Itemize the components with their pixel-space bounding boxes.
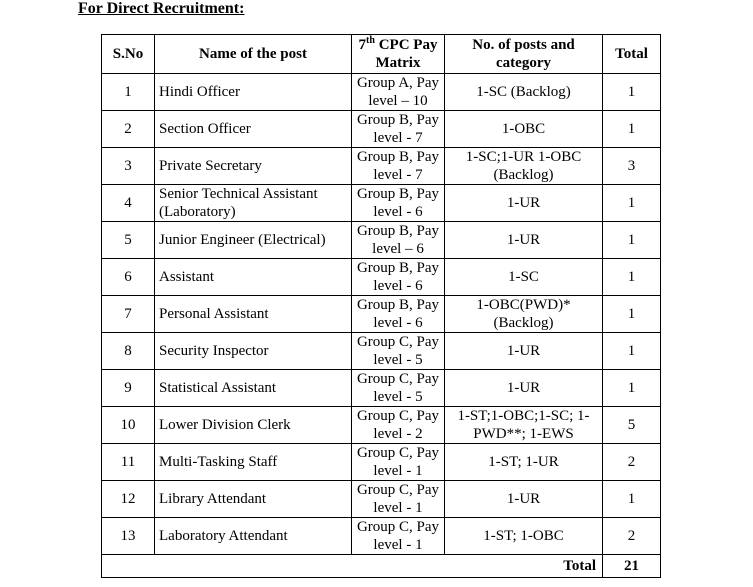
cell-posts-category: 1-OBC(PWD)* (Backlog) [445, 296, 603, 333]
cell-total: 1 [603, 296, 661, 333]
cell-total: 2 [603, 444, 661, 481]
cell-total: 1 [603, 222, 661, 259]
cell-posts-category: 1-UR [445, 222, 603, 259]
cell-sno: 12 [102, 481, 155, 518]
cell-pay-level: Group C, Pay level - 5 [352, 333, 445, 370]
header-total: Total [603, 35, 661, 74]
cell-pay-level: Group B, Pay level - 6 [352, 296, 445, 333]
cell-pay-level: Group B, Pay level - 7 [352, 111, 445, 148]
table-row [102, 148, 661, 185]
cell-posts-category: 1-ST; 1-OBC [445, 518, 603, 555]
cell-pay-level: Group C, Pay level - 1 [352, 518, 445, 555]
total-label: Total [102, 555, 603, 578]
table-row [102, 333, 661, 370]
cell-pay-level: Group C, Pay level - 1 [352, 481, 445, 518]
cell-posts-category: 1-UR [445, 185, 603, 222]
cell-posts-category: 1-SC (Backlog) [445, 74, 603, 111]
cell-sno: 13 [102, 518, 155, 555]
cell-sno: 3 [102, 148, 155, 185]
cell-sno: 6 [102, 259, 155, 296]
table-header-row [102, 35, 661, 74]
cell-posts-category: 1-ST;1-OBC;1-SC; 1-PWD**; 1-EWS [445, 407, 603, 444]
cell-post-name: Senior Technical Assistant (Laboratory) [155, 185, 352, 222]
cell-total: 1 [603, 185, 661, 222]
cell-posts-category: 1-SC;1-UR 1-OBC (Backlog) [445, 148, 603, 185]
table-row [102, 481, 661, 518]
header-posts-category: No. of posts and category [445, 35, 603, 74]
cell-post-name: Lower Division Clerk [155, 407, 352, 444]
header-pay-rest: CPC Pay Matrix [374, 37, 438, 71]
cell-sno: 8 [102, 333, 155, 370]
table-row [102, 444, 661, 481]
cell-post-name: Junior Engineer (Electrical) [155, 222, 352, 259]
cell-sno: 7 [102, 296, 155, 333]
cell-posts-category: 1-UR [445, 333, 603, 370]
cell-post-name: Statistical Assistant [155, 370, 352, 407]
table-row [102, 518, 661, 555]
table-row [102, 185, 661, 222]
cell-total: 1 [603, 370, 661, 407]
cell-post-name: Security Inspector [155, 333, 352, 370]
table-row [102, 370, 661, 407]
cell-total: 1 [603, 481, 661, 518]
cell-posts-category: 1-SC [445, 259, 603, 296]
cell-total: 5 [603, 407, 661, 444]
cell-post-name: Hindi Officer [155, 74, 352, 111]
table-body [102, 74, 661, 555]
cell-posts-category: 1-OBC [445, 111, 603, 148]
cell-total: 1 [603, 259, 661, 296]
cell-post-name: Multi-Tasking Staff [155, 444, 352, 481]
total-row [102, 555, 661, 578]
header-post-name: Name of the post [155, 35, 352, 74]
cell-sno: 11 [102, 444, 155, 481]
cell-post-name: Laboratory Attendant [155, 518, 352, 555]
cell-posts-category: 1-UR [445, 481, 603, 518]
cell-pay-level: Group B, Pay level – 6 [352, 222, 445, 259]
cell-post-name: Assistant [155, 259, 352, 296]
table-row [102, 259, 661, 296]
header-pay-prefix: 7 [358, 37, 367, 53]
cell-post-name: Personal Assistant [155, 296, 352, 333]
total-value: 21 [603, 555, 661, 578]
recruitment-table [101, 34, 661, 578]
header-sno: S.No [102, 35, 155, 74]
cell-total: 3 [603, 148, 661, 185]
cell-post-name: Library Attendant [155, 481, 352, 518]
table-row [102, 407, 661, 444]
cell-post-name: Private Secretary [155, 148, 352, 185]
cell-total: 1 [603, 111, 661, 148]
cell-total: 2 [603, 518, 661, 555]
cell-post-name: Section Officer [155, 111, 352, 148]
table-row [102, 111, 661, 148]
header-pay-matrix [352, 35, 445, 74]
table-row [102, 74, 661, 111]
cell-sno: 1 [102, 74, 155, 111]
cell-pay-level: Group C, Pay level - 5 [352, 370, 445, 407]
cell-total: 1 [603, 74, 661, 111]
cell-sno: 10 [102, 407, 155, 444]
cell-pay-level: Group C, Pay level - 2 [352, 407, 445, 444]
header-pay-superscript: th [366, 35, 375, 46]
cell-posts-category: 1-UR [445, 370, 603, 407]
cell-posts-category: 1-ST; 1-UR [445, 444, 603, 481]
table-row [102, 222, 661, 259]
cell-sno: 5 [102, 222, 155, 259]
cell-pay-level: Group B, Pay level - 6 [352, 185, 445, 222]
page-heading: For Direct Recruitment: [78, 0, 245, 17]
table-row [102, 296, 661, 333]
cell-pay-level: Group C, Pay level - 1 [352, 444, 445, 481]
cell-sno: 4 [102, 185, 155, 222]
cell-pay-level: Group B, Pay level - 7 [352, 148, 445, 185]
cell-sno: 2 [102, 111, 155, 148]
cell-total: 1 [603, 333, 661, 370]
cell-sno: 9 [102, 370, 155, 407]
cell-pay-level: Group A, Pay level – 10 [352, 74, 445, 111]
cell-pay-level: Group B, Pay level - 6 [352, 259, 445, 296]
